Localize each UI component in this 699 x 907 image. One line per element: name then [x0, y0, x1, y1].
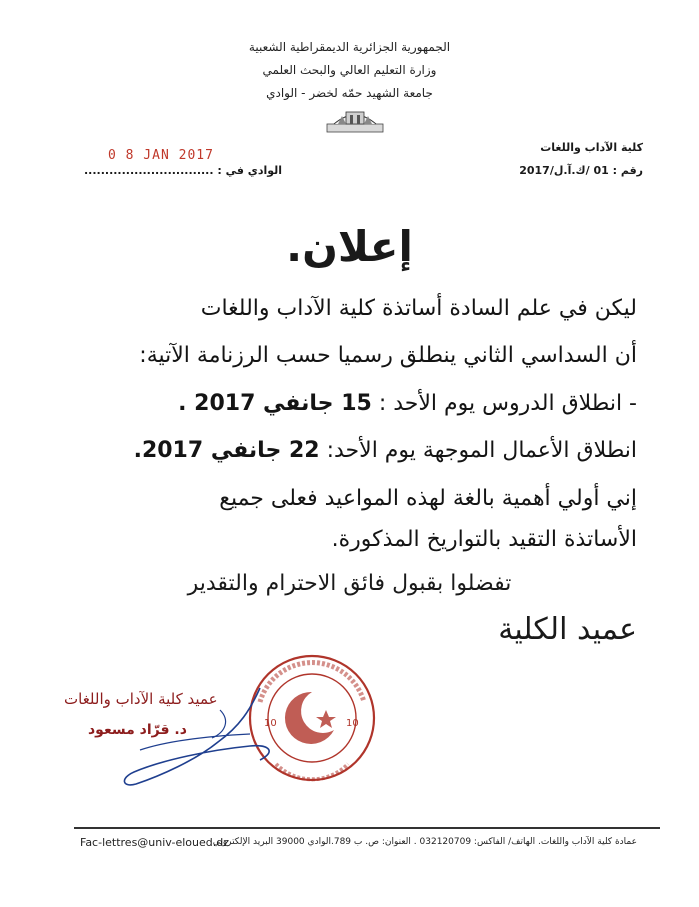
dean-stamp-person: د. قرّاد مسعود [88, 722, 187, 738]
handwritten-signature [100, 680, 310, 800]
body-line-3 [178, 391, 637, 416]
svg-text:10: 10 [264, 718, 277, 729]
tutorials-start-date: 22 جانفي 2017. [133, 438, 320, 463]
reference-number: رقم : 01 /ك.آ.ل/2017 [519, 164, 643, 177]
body-line-2: أن السداسي الثاني ينطلق رسميا حسب الرزنامة الآتية: [139, 343, 637, 368]
courses-start-label: - انطلاق الدروس يوم الأحد : [378, 391, 637, 416]
header-republic: الجمهورية الجزائرية الديمقراطية الشعبية [248, 40, 451, 54]
body-line-4 [134, 438, 637, 463]
header-ministry: وزارة التعليم العالي والبحث العلمي [262, 63, 437, 77]
header-university: جامعة الشهيد حمّه لخضر - الوادي [266, 86, 433, 100]
dean-title: عميد الكلية [498, 612, 637, 647]
announcement-title: إعلان. [286, 222, 413, 271]
footer-email: Fac-lettres@univ-eloued.dz [80, 836, 230, 849]
body-line-6: الأساتذة التقيد بالتواريخ المذكورة. [331, 527, 637, 552]
footer-divider [74, 827, 660, 829]
body-line-5: إني أولي أهمية بالغة لهذه المواعيد فعلى جميع [219, 486, 637, 511]
tutorials-start-label: انطلاق الأعمال الموجهة يوم الأحد: [326, 438, 637, 463]
place-date-field: الوادي في : ............................... [84, 164, 283, 177]
footer-address: عمادة كلية الآداب واللغات. الهاتف/ الفاكس: 032120709 . العنوان: ص. ب 789.الوادي 39000 البريد الإلكتروني [212, 837, 637, 847]
closing-line: تفضلوا بقبول فائق الاحترام والتقدير [187, 571, 512, 596]
dean-stamp-title: عميد كلية الآداب واللغات [64, 690, 218, 708]
body-line-1: ليكن في علم السادة أساتذة كلية الآداب واللغات [200, 296, 637, 321]
courses-start-date: 15 جانفي 2017 . [178, 391, 372, 416]
faculty-name: كلية الآداب واللغات [540, 141, 643, 154]
date-stamp: 0 8 JAN 2017 [108, 148, 214, 163]
university-logo [326, 104, 384, 134]
svg-text:10: 10 [346, 718, 359, 729]
